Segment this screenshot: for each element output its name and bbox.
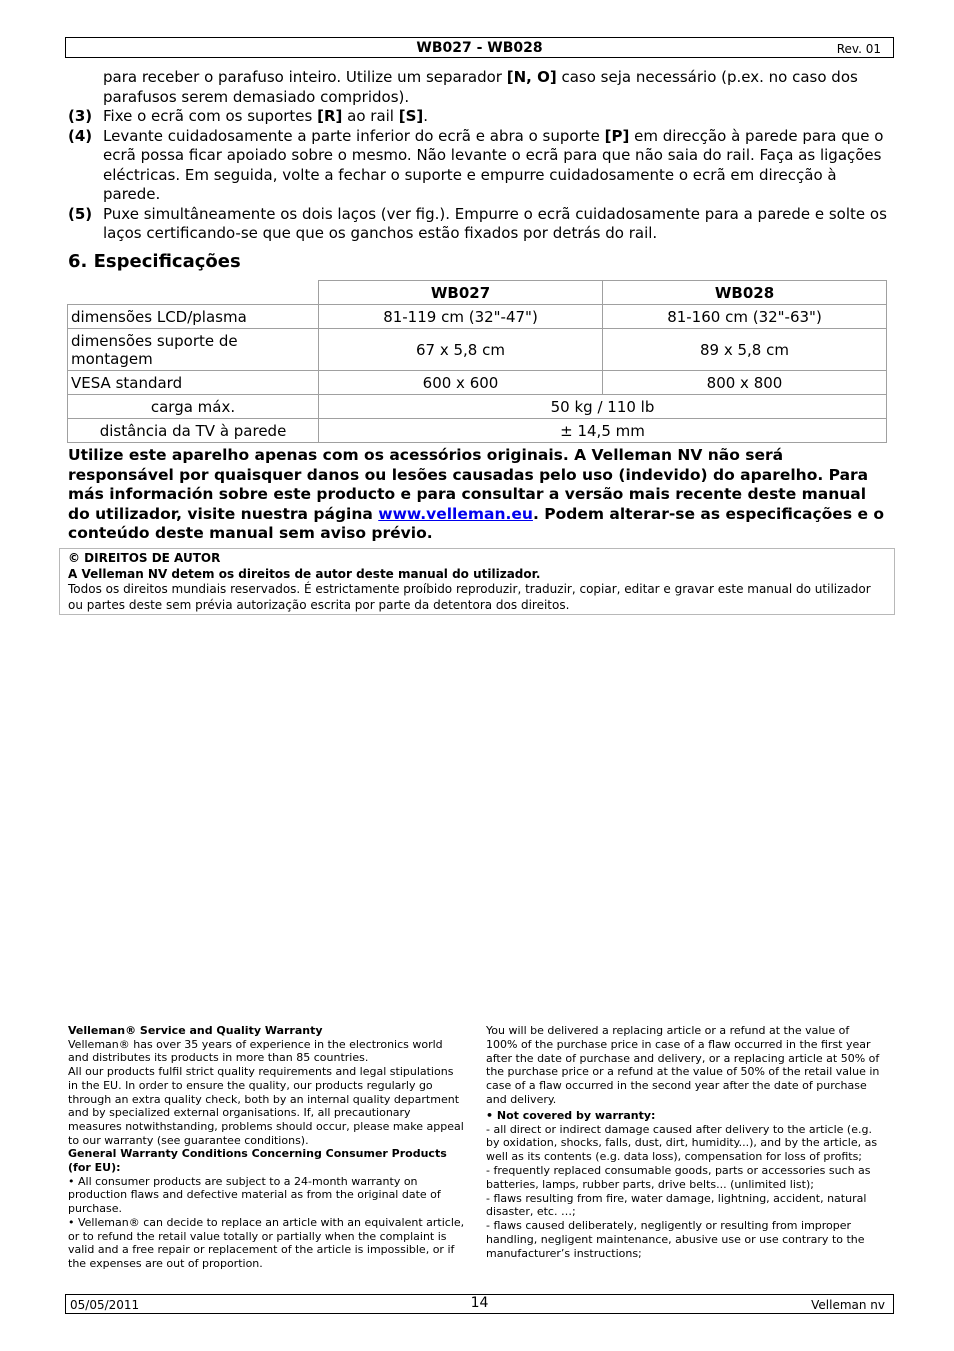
row-label: carga máx. — [68, 395, 319, 419]
copyright-title: © DIREITOS DE AUTOR — [68, 551, 221, 565]
bold-reference: [R] — [317, 107, 343, 125]
warranty-column-right — [486, 1024, 884, 1261]
warranty-paragraph: Velleman® Service and Quality Warranty — [68, 1024, 323, 1037]
step-item — [68, 107, 888, 127]
warranty-paragraph: All our products fulfil strict quality requirements and legal stipulations in the EU. In order to ensure the quality, our products regularly go through an extra quality check, both by an internal quality department and by specialized external organisations. If, all precautionary measures notwithstanding, problems should occur, please make appeal to our warranty (see guarantee conditions). — [68, 1065, 464, 1147]
table-row — [68, 329, 887, 371]
page-number: 14 — [470, 1295, 489, 1311]
column-header-wb028: WB028 — [603, 281, 887, 305]
copyright-box — [59, 548, 895, 615]
text-run: em direcção à parede para que o ecrã possa ficar apoiado sobre o mesmo. Não levante o ecrã para que não saia do rail. Faça as ligações eléctricas. Em seguida, volte a fechar o suporte e empurre cuidadosamente o ecrã em direcção à parede. — [103, 126, 884, 203]
header-revision: Rev. 01 — [836, 42, 881, 56]
usage-note — [68, 446, 888, 544]
warranty-paragraph: General Warranty Conditions Concerning Consumer Products (for EU): — [68, 1147, 447, 1175]
note-text: Utilize este aparelho apenas com os acessórios originais. A Velleman NV não será responsável por quaisquer danos ou lesões causadas pelo uso (indevido) do aparelho. Para más información sobre este producto e para consultar a versão mais recente deste manual do utilizador, visite nuestra página — [68, 446, 869, 523]
warranty-column-left — [68, 1024, 466, 1271]
column-header-wb027: WB027 — [319, 281, 603, 305]
table-row — [68, 419, 887, 443]
step-continuation — [68, 68, 888, 107]
warranty-paragraph: • Not covered by warranty: — [486, 1108, 656, 1122]
table-row — [68, 305, 887, 329]
steps-list — [68, 107, 888, 244]
step-number: (3) — [68, 107, 93, 125]
section-title: 6. Especificações — [68, 251, 241, 272]
cell-value: 67 x 5,8 cm — [319, 329, 603, 371]
row-label: distância da TV à parede — [68, 419, 319, 443]
warranty-paragraph: Velleman® has over 35 years of experience in the electronics world and distributes its products in more than 85 countries. — [68, 1037, 443, 1065]
installation-steps — [68, 68, 888, 244]
row-label: dimensões suporte de montagem — [68, 329, 319, 371]
note-text-end: . Podem alterar-se as especificações e o conteúdo deste manual sem aviso prévio. — [68, 504, 885, 542]
warranty-paragraph: - all direct or indirect damage caused after delivery to the article (e.g. by oxidation, shocks, falls, dust, dirt, humidity...), and by the article, as well as its contents (e.g. data loss), compensation for loss of profits; — [486, 1122, 878, 1164]
warranty-paragraph: • Velleman® can decide to replace an article with an equivalent article, or to refund the retail value totally or partially when the complaint is valid and a free repair or replacement of the article is impossible, or if the expenses are out of proportion. — [68, 1215, 465, 1270]
cell-value: 800 x 800 — [603, 371, 887, 395]
cell-value: 89 x 5,8 cm — [603, 329, 887, 371]
text-run: Levante cuidadosamente a parte inferior do ecrã e abra o suporte — [103, 126, 605, 145]
warranty-paragraph: - flaws caused deliberately, negligently or resulting from improper handling, negligent maintenance, abusive use or use contrary to the manufacturer’s instructions; — [486, 1219, 865, 1260]
bold-reference: [N, O] — [506, 68, 557, 86]
table-row — [68, 371, 887, 395]
velleman-website-link[interactable]: www.velleman.eu — [378, 504, 533, 523]
warranty-paragraph: You will be delivered a replacing article or a refund at the value of 100% of the purchase price in case of a flaw occurred in the first year after the date of purchase and delivery, or a replacing article at 50% of the purchase price or a refund at the value of 50% of the retail value in case of a flaw occurred in the second year after the date of purchase and delivery. — [486, 1024, 880, 1106]
header-title: WB027 - WB028 — [416, 40, 543, 56]
page-header — [65, 37, 894, 58]
row-label: dimensões LCD/plasma — [68, 305, 319, 329]
step-item — [68, 205, 888, 244]
text-run: caso seja necessário (p.ex. no caso dos parafusos serem demasiado compridos). — [103, 68, 858, 106]
step-number: (4) — [68, 126, 93, 145]
warranty-paragraph: - frequently replaced consumable goods, parts or accessories such as batteries, lamps, rubber parts, drive belts... (unlimited list); — [486, 1163, 871, 1191]
cell-value: 50 kg / 110 lb — [319, 395, 887, 419]
page-footer — [65, 1294, 894, 1314]
copyright-owner: A Velleman NV detem os direitos de autor deste manual do utilizador. — [68, 566, 541, 581]
copyright-text: Todos os direitos mundiais reservados. É estrictamente proíbido reproduzir, traduzir, copiar, editar e gravar este manual do utilizador ou partes deste sem prévia autorização escrita por parte da detentora dos direitos. — [68, 582, 871, 612]
table-row — [68, 395, 887, 419]
bold-reference: [S] — [398, 107, 424, 125]
warranty-paragraph: • All consumer products are subject to a 24-month warranty on production flaws and defective material as from the original date of purchase. — [68, 1174, 441, 1216]
table-header-row — [68, 281, 887, 305]
cell-value: 81-119 cm (32"-47") — [319, 305, 603, 329]
cell-value: ± 14,5 mm — [319, 419, 887, 443]
text-run: Puxe simultâneamente os dois laços (ver fig.). Empurre o ecrã cuidadosamente para a parede e solte os laços certificando-se que que os ganchos estão fixados por detrás do rail. — [103, 204, 887, 242]
text-run: ao rail — [342, 107, 399, 125]
step-number: (5) — [68, 204, 93, 223]
row-label: VESA standard — [68, 371, 319, 395]
step-item — [68, 127, 888, 205]
cell-value: 81-160 cm (32"-63") — [603, 305, 887, 329]
warranty-paragraph: - flaws resulting from fire, water damage, lightning, accident, natural disaster, etc. …; — [486, 1191, 867, 1219]
table-corner — [68, 281, 319, 305]
bold-reference: [P] — [604, 126, 630, 145]
text-run: . — [423, 107, 429, 125]
text-run: para receber o parafuso inteiro. Utilize um separador — [103, 68, 507, 86]
text-run: Fixe o ecrã com os suportes — [103, 107, 318, 125]
footer-date: 05/05/2011 — [70, 1298, 140, 1312]
cell-value: 600 x 600 — [319, 371, 603, 395]
footer-company: Velleman nv — [811, 1298, 885, 1312]
specifications-table — [67, 280, 887, 443]
